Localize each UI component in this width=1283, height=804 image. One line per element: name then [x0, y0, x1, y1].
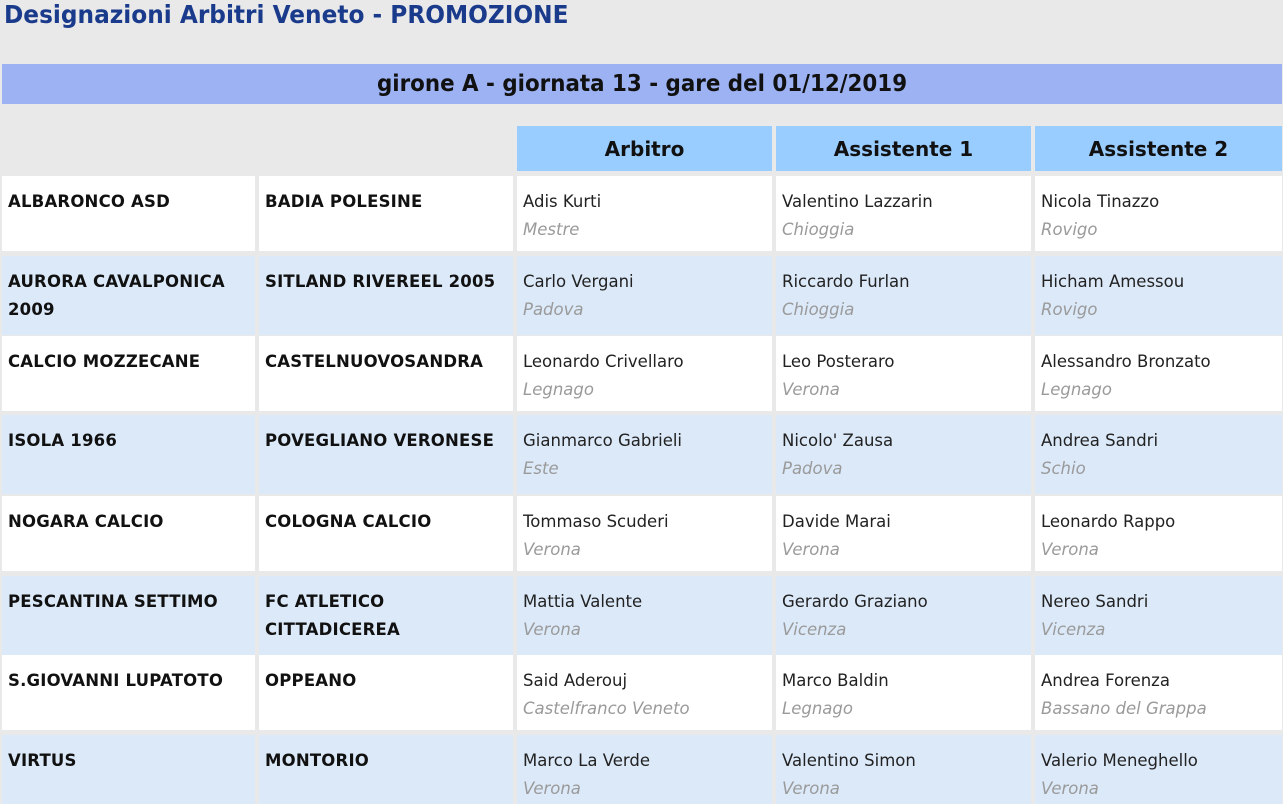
- assistente1-city: Vicenza: [782, 620, 847, 639]
- table-row: [2, 496, 1282, 571]
- home-team-cell: [2, 735, 255, 804]
- assistente2-city: Rovigo: [1041, 300, 1098, 319]
- assistente1-cell: [776, 735, 1031, 804]
- assistente2-cell: [1035, 176, 1282, 251]
- home-team-cell: [2, 256, 255, 335]
- arbitro-name: Said Aderouj: [523, 671, 628, 690]
- assistente2-city: Schio: [1041, 459, 1086, 478]
- arbitro-name: Mattia Valente: [523, 592, 643, 611]
- home-team: CALCIO MOZZECANE: [8, 352, 201, 371]
- assistente2-cell: [1035, 735, 1282, 804]
- away-team: MONTORIO: [265, 751, 370, 770]
- arbitro-cell: [517, 176, 772, 251]
- assistente2-cell: [1035, 415, 1282, 494]
- assistente2-city: Legnago: [1041, 380, 1112, 399]
- assistente1-city: Legnago: [782, 699, 853, 718]
- home-team: S.GIOVANNI LUPATOTO: [8, 671, 224, 690]
- assistente2-name: Nereo Sandri: [1041, 592, 1149, 611]
- table-row: [2, 176, 1282, 251]
- away-team: SITLAND RIVEREEL 2005: [265, 272, 496, 291]
- table-header-row: [2, 126, 1282, 171]
- away-team: CASTELNUOVOSANDRA: [265, 352, 484, 371]
- assistente2-cell: [1035, 576, 1282, 655]
- arbitro-city: Legnago: [523, 380, 594, 399]
- assistente2-name: Hicham Amessou: [1041, 272, 1185, 291]
- arbitro-city: Castelfranco Veneto: [523, 699, 690, 718]
- assistente1-city: Chioggia: [782, 220, 855, 239]
- assistente1-cell: [776, 655, 1031, 730]
- home-team-cell: [2, 496, 255, 571]
- away-team-cell: [259, 655, 513, 730]
- assistente2-cell: [1035, 496, 1282, 571]
- arbitro-name: Marco La Verde: [523, 751, 651, 770]
- arbitro-cell: [517, 655, 772, 730]
- assistente1-city: Chioggia: [782, 300, 855, 319]
- away-team-cell: [259, 256, 513, 335]
- table-row: [2, 336, 1282, 411]
- assistente2-cell: [1035, 256, 1282, 335]
- arbitro-cell: [517, 735, 772, 804]
- assistente2-name: Nicola Tinazzo: [1041, 192, 1160, 211]
- arbitro-city: Verona: [523, 620, 581, 639]
- assistente1-city: Padova: [782, 459, 843, 478]
- home-team-cell: [2, 655, 255, 730]
- arbitro-name: Adis Kurti: [523, 192, 602, 211]
- away-team-cell: [259, 735, 513, 804]
- assistente1-city: Verona: [782, 380, 840, 399]
- away-team: POVEGLIANO VERONESE: [265, 431, 495, 450]
- table-row: [2, 735, 1282, 804]
- assistente2-city: Vicenza: [1041, 620, 1106, 639]
- header-assistente-1: Assistente 1: [776, 126, 1031, 171]
- arbitro-name: Carlo Vergani: [523, 272, 634, 291]
- away-team-cell: [259, 496, 513, 571]
- away-team: COLOGNA CALCIO: [265, 512, 432, 531]
- assistente1-cell: [776, 336, 1031, 411]
- assistente1-name: Leo Posteraro: [782, 352, 895, 371]
- assistente1-cell: [776, 576, 1031, 655]
- home-team-cell: [2, 415, 255, 494]
- assistente2-name: Valerio Meneghello: [1041, 751, 1198, 770]
- away-team: FC ATLETICO CITTADICEREA: [265, 592, 400, 639]
- home-team-cell: [2, 176, 255, 251]
- away-team-cell: [259, 176, 513, 251]
- arbitro-cell: [517, 496, 772, 571]
- assistente1-cell: [776, 176, 1031, 251]
- away-team-cell: [259, 576, 513, 655]
- arbitro-city: Verona: [523, 779, 581, 798]
- assistente2-name: Andrea Sandri: [1041, 431, 1159, 450]
- assistente1-name: Gerardo Graziano: [782, 592, 928, 611]
- home-team: ALBARONCO ASD: [8, 192, 171, 211]
- assistente1-cell: [776, 496, 1031, 571]
- home-team: AURORA CAVALPONICA 2009: [8, 272, 225, 319]
- table-row: [2, 415, 1282, 494]
- assistente1-city: Verona: [782, 779, 840, 798]
- home-team-cell: [2, 576, 255, 655]
- away-team: OPPEANO: [265, 671, 357, 690]
- arbitro-cell: [517, 415, 772, 494]
- away-team-cell: [259, 415, 513, 494]
- assistente2-city: Rovigo: [1041, 220, 1098, 239]
- assistente1-name: Marco Baldin: [782, 671, 889, 690]
- arbitro-cell: [517, 576, 772, 655]
- home-team: VIRTUS: [8, 751, 77, 770]
- assistente2-name: Alessandro Bronzato: [1041, 352, 1211, 371]
- arbitro-name: Leonardo Crivellaro: [523, 352, 684, 371]
- assistente2-name: Leonardo Rappo: [1041, 512, 1176, 531]
- home-team: PESCANTINA SETTIMO: [8, 592, 218, 611]
- assistente1-name: Davide Marai: [782, 512, 891, 531]
- girone-header: [2, 64, 1282, 104]
- away-team-cell: [259, 336, 513, 411]
- assistente1-name: Valentino Simon: [782, 751, 916, 770]
- assistente1-name: Riccardo Furlan: [782, 272, 910, 291]
- table-row: [2, 256, 1282, 335]
- arbitro-cell: [517, 336, 772, 411]
- assistente1-name: Nicolo' Zausa: [782, 431, 894, 450]
- home-team: ISOLA 1966: [8, 431, 118, 450]
- home-team-cell: [2, 336, 255, 411]
- assistente2-city: Bassano del Grappa: [1041, 699, 1207, 718]
- assistente2-city: Verona: [1041, 540, 1099, 559]
- arbitro-city: Mestre: [523, 220, 580, 239]
- arbitro-name: Tommaso Scuderi: [523, 512, 669, 531]
- assistente2-name: Andrea Forenza: [1041, 671, 1170, 690]
- header-arbitro: Arbitro: [517, 126, 772, 171]
- header-assistente-2: Assistente 2: [1035, 126, 1282, 171]
- assistente1-name: Valentino Lazzarin: [782, 192, 933, 211]
- arbitro-name: Gianmarco Gabrieli: [523, 431, 683, 450]
- assistente1-city: Verona: [782, 540, 840, 559]
- assistente2-city: Verona: [1041, 779, 1099, 798]
- table-row: [2, 655, 1282, 730]
- assistente1-cell: [776, 256, 1031, 335]
- away-team: BADIA POLESINE: [265, 192, 423, 211]
- arbitro-city: Verona: [523, 540, 581, 559]
- designations-table: [2, 126, 1282, 798]
- girone-label: girone A - giornata 13 - gare del 01/12/2019: [376, 71, 908, 97]
- assistente1-cell: [776, 415, 1031, 494]
- page-title: Designazioni Arbitri Veneto - PROMOZIONE: [4, 0, 569, 29]
- arbitro-city: Este: [523, 459, 559, 478]
- table-row: [2, 576, 1282, 655]
- arbitro-city: Padova: [523, 300, 584, 319]
- arbitro-cell: [517, 256, 772, 335]
- assistente2-cell: [1035, 336, 1282, 411]
- assistente2-cell: [1035, 655, 1282, 730]
- home-team: NOGARA CALCIO: [8, 512, 164, 531]
